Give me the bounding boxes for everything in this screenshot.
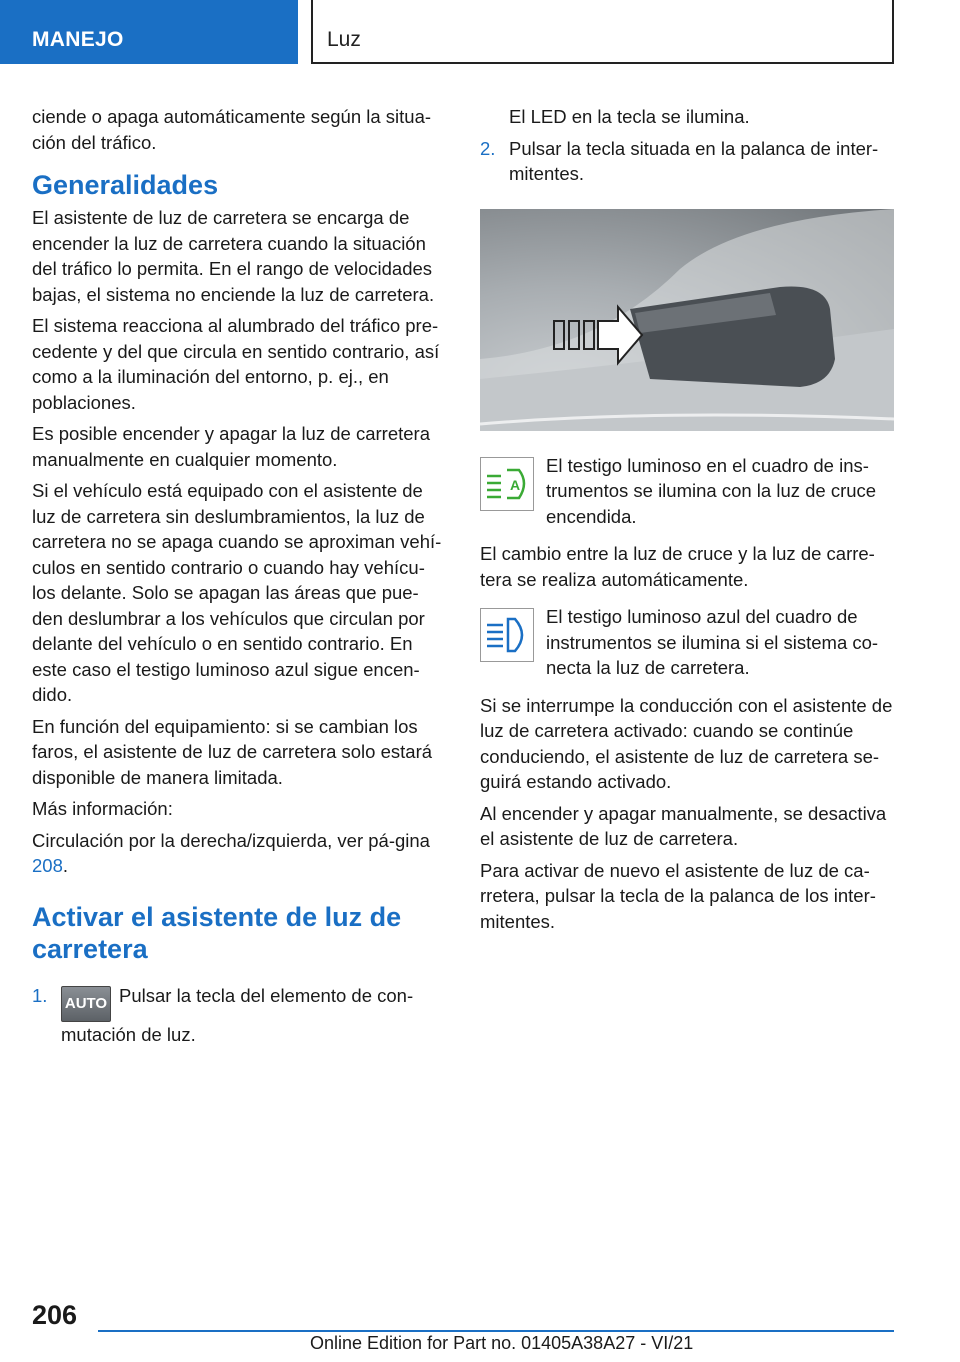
indicator-text: El testigo luminoso azul del cuadro de instrumentos se ilumina si el sistema co-necta la luz de carretera. [546,606,879,678]
paragraph: Si se interrumpe la conducción con el asistente de luz de carretera activado: cuando se continúe conduciendo, el asistente de luz de carretera se-guirá estando activado. [480,694,893,792]
topic-header [311,0,894,64]
paragraph: El sistema reacciona al alumbrado del tráfico pre-cedente y del que circula en sentido contrario, así como a la iluminación del entorno, p. ej., en poblaciones. [32,315,440,413]
auto-button-icon: AUTO [61,986,111,1022]
step-text: Pulsar la tecla situada en la palanca de inter-mitentes. [509,137,879,184]
paragraph: Para activar de nuevo el asistente de luz de ca-rretera, pulsar la tecla de la palanca de los inter-mitentes. [480,859,876,932]
section-title: MANEJO [32,28,124,51]
intro-paragraph: ciende o apaga automáticamente según la situa-ción del tráfico. [32,106,432,153]
step-2 [480,136,894,187]
footer-edition: Online Edition for Part no. 01405A38A27 - VI/21 [310,1333,694,1353]
svg-text:A: A [510,476,521,493]
step-text: Pulsar la tecla del elemento de con-mutación de luz. [61,984,414,1045]
paragraph: En función del equipamiento: si se cambian los faros, el asistente de luz de carretera solo estará disponible de manera limitada. [32,715,433,788]
step-continuation: El LED en la tecla se ilumina. [509,106,750,127]
paragraph: Es posible encender y apagar la luz de carretera manualmente en cualquier momento. [32,423,430,470]
paragraph: Más información: [32,798,173,819]
high-beam-assistant-green-icon [480,457,534,511]
right-column [480,104,894,940]
paragraph: El cambio entre la luz de cruce y la luz de carre-tera se realiza automáticamente. [480,543,875,590]
section-tab [0,0,298,64]
heading-activar: Activar el asistente de luz de carretera [32,901,402,964]
step-number: 1. [32,984,48,1006]
indicator-text: El testigo luminoso en el cuadro de ins-trumentos se ilumina con la luz de cruce encendida. [546,454,877,527]
indicator-low-beam [480,453,894,530]
topic-title: Luz [327,28,361,51]
step-number: 2. [480,137,496,159]
footer-divider [98,1330,894,1332]
paragraph: Al encender y apagar manualmente, se desactiva el asistente de luz de carretera. [480,802,887,849]
step-1 [32,983,446,1048]
left-column [32,104,446,1053]
paragraph: Si el vehículo está equipado con el asistente de luz de carretera sin deslumbramientos, la luz de carretera no se apaga cuando se aproximan vehí-culos en sentido contrario o cuando hay vehícu-los delante. Solo se apagan las áreas que pue-den deslumbrar a los vehículos que circulan por delante del vehículo o en sentido contrario. En este caso el testigo luminoso azul sigue encen-dido. [32,480,442,705]
indicator-high-beam [480,604,894,681]
high-beam-blue-icon [480,608,534,662]
paragraph: El asistente de luz de carretera se encarga de encender la luz de carretera cuando la situación del tráfico lo permita. En el rango de velocidades bajas, el sistema no enciende la luz de carretera. [32,207,435,305]
turn-signal-lever-photo [480,209,894,431]
heading-generalidades: Generalidades [32,170,219,200]
lever-illustration [480,209,894,431]
cross-reference: Circulación por la derecha/izquierda, ver pá-gina 208. [32,829,430,876]
page-number: 206 [32,1300,78,1330]
page-link[interactable]: 208 [32,855,63,876]
